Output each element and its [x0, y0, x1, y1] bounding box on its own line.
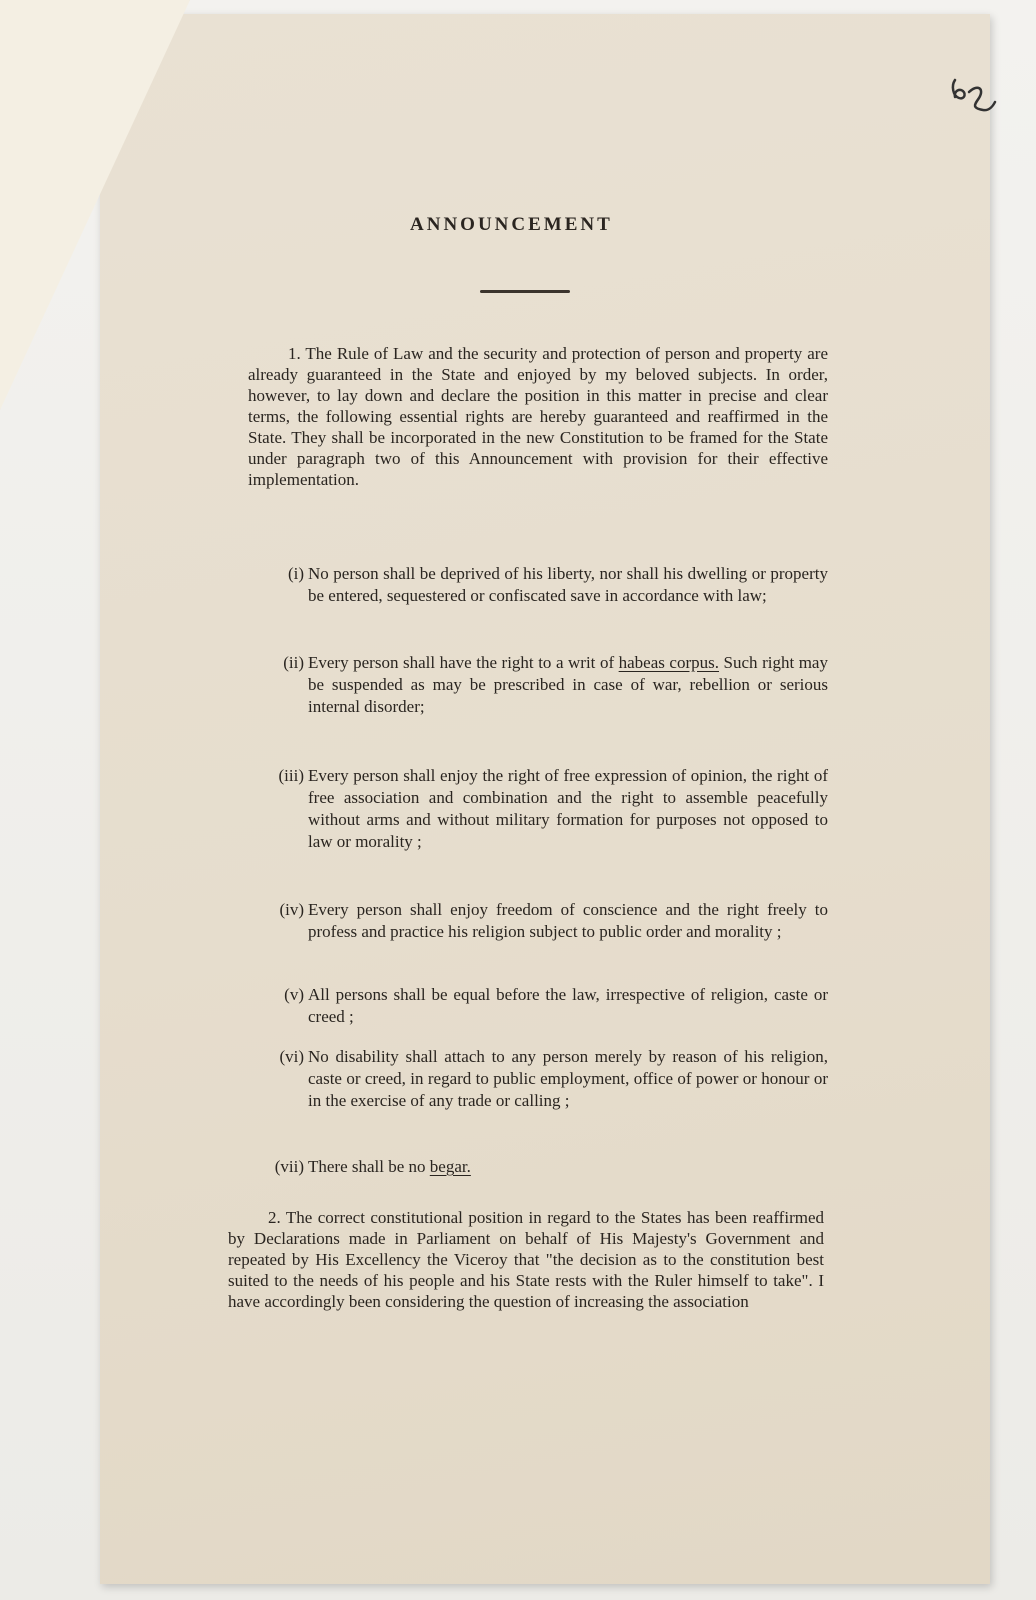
right-item-ii — [262, 652, 828, 718]
document-title: ANNOUNCEMENT — [410, 214, 613, 235]
right-number: (v) — [284, 985, 304, 1004]
right-number: (vii) — [274, 1157, 304, 1176]
paragraph-2-text: 2. The correct constitutional position in regard to the States has been reaffirmed by Declarations made in Parliament on behalf of His Majesty's Government and repeated by His Excellency the Viceroy that "the decision as to the constitution best suited to the needs of his people and his State rests with the Ruler himself to take". I have accordingly been considering the question of increasing the association — [228, 1208, 824, 1311]
paragraph-1-text: 1. The Rule of Law and the security and protection of person and property are already guaranteed in the State and enjoyed by my beloved subjects. In order, however, to lay down and declare the position in this matter in precise and clear terms, the following essential rights are hereby guaranteed and reaffirmed in the State. They shall be incorporated in the new Constitution to be framed for the State under paragraph two of this Announcement with provision for their effective implementation. — [248, 344, 828, 489]
right-text: All persons shall be equal before the law, irrespective of religion, caste or creed ; — [308, 985, 828, 1026]
right-item-vii — [262, 1156, 828, 1178]
underlined-term: habeas corpus. — [618, 653, 719, 672]
right-item-iii — [262, 765, 828, 853]
right-text-part: There shall be no — [308, 1157, 430, 1176]
right-item-vi — [262, 1046, 828, 1112]
right-number: (iv) — [279, 900, 304, 919]
right-item-i — [262, 563, 828, 607]
right-number: (i) — [287, 564, 304, 583]
right-text-part: Every person shall have the right to a writ of — [308, 653, 619, 672]
right-number: (ii) — [283, 653, 304, 672]
handwritten-page-number-mark — [945, 72, 1005, 132]
right-text — [308, 652, 828, 718]
right-text: No disability shall attach to any person merely by reason of his religion, caste or creed, in regard to public employment, office of power or honour or in the exercise of any trade or calling ; — [308, 1047, 828, 1110]
paragraph-2 — [228, 1207, 824, 1312]
underlined-term: begar. — [429, 1157, 471, 1176]
right-item-v — [262, 984, 828, 1028]
right-text: Every person shall enjoy freedom of conscience and the right freely to profess and practice his religion subject to public order and morality ; — [308, 900, 828, 941]
right-number: (vi) — [279, 1047, 304, 1066]
title-divider — [480, 290, 570, 293]
right-text — [308, 1156, 828, 1178]
right-item-iv — [262, 899, 828, 943]
right-text: Every person shall enjoy the right of free expression of opinion, the right of free association and combination and the right to assemble peacefully without arms and without military formation for purposes not opposed to law or morality ; — [308, 766, 828, 851]
paragraph-1 — [248, 343, 828, 490]
right-text-part: Such right may be suspended as may be prescribed in case of war, rebellion or serious internal disorder; — [308, 653, 828, 716]
right-number: (iii) — [278, 766, 304, 785]
right-text: No person shall be deprived of his liberty, nor shall his dwelling or property be entered, sequestered or confiscated save in accordance with law; — [308, 564, 828, 605]
